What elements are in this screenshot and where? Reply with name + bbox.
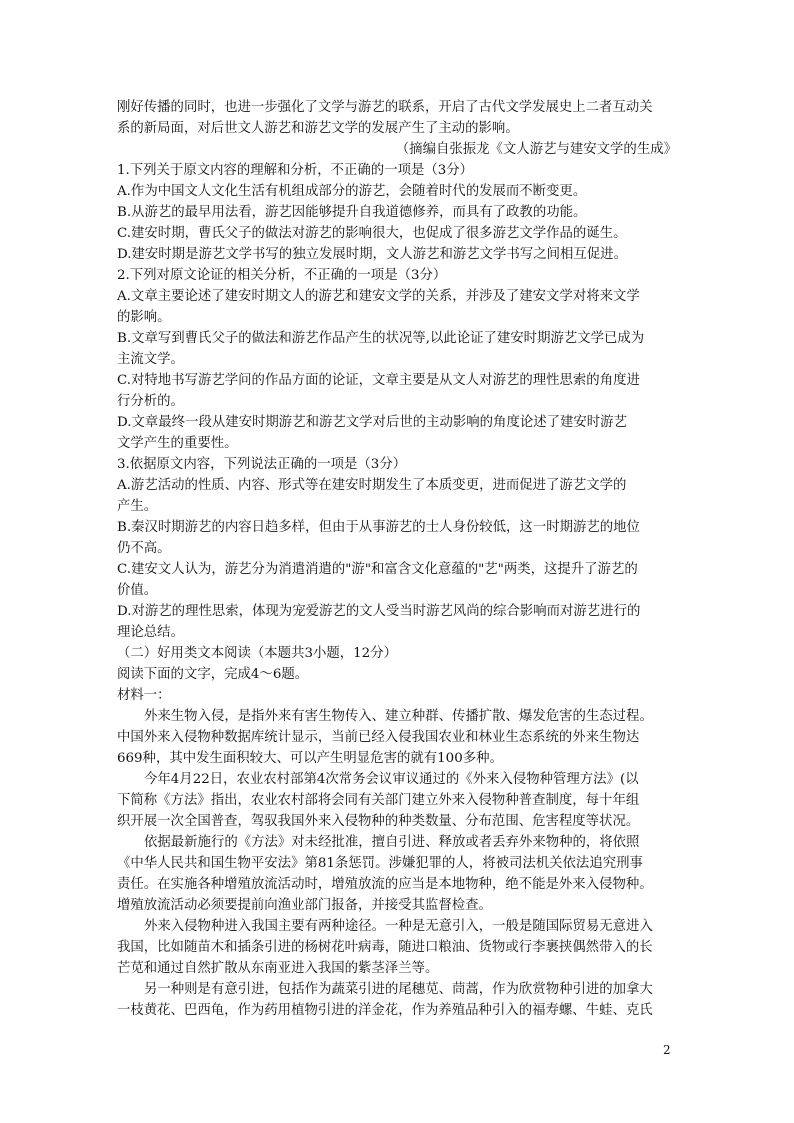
question-1-option-d: D.建安时期是游艺文学书写的独立发展时期，文人游艺和游艺文学书写之间相互促进。 xyxy=(117,247,627,262)
paragraph-line: 外来生物入侵，是指外来有害生物传入、建立种群、传播扩散、爆发危害的生态过程。 xyxy=(144,709,653,724)
paragraph-line: 另一种则是有意引进，包括作为蔬菜引进的尾穗苋、茼蒿，作为欣赏物种引进的加拿大 xyxy=(144,982,653,997)
paragraph-line: 下简称《方法》指出，农业农村部将会同有关部门建立外来入侵物种普查制度，每十年组 xyxy=(117,793,640,808)
intro-line: 刚好传播的同时，也进一步强化了文学与游艺的联系，开启了古代文学发展史上二者互动关 xyxy=(117,100,653,115)
section-instruction: 阅读下面的文字，完成4～6题。 xyxy=(117,667,309,682)
document-page xyxy=(117,97,677,1021)
paragraph-line: 责任。在实施各种增殖放流活动时，增殖放流的应当是本地物种，绝不能是外来入侵物种。 xyxy=(117,877,653,892)
question-2-option-a-cont: 的影响。 xyxy=(117,310,171,325)
question-2-option-a: A.文章主要论述了建安时期文人的游艺和建安文学的关系，并涉及了建安文学对将来文学 xyxy=(117,289,640,304)
material-label: 材料一： xyxy=(117,688,171,703)
question-3-option-a-cont: 产生。 xyxy=(117,499,158,514)
question-3-option-c: C.建安文人认为，游艺分为消遣消遣的"游"和富含文化意蕴的"艺"两类，这提升了游艺的 xyxy=(117,562,638,577)
paragraph-line: 今年4月22日，农业农村部第4次常务会议审议通过的《外来入侵物种管理方法》(以 xyxy=(144,772,639,787)
paragraph-line: 一枝黄花、巴西龟，作为药用植物引进的洋金花，作为养殖品种引入的福寿螺、牛蛙、克氏 xyxy=(117,1003,653,1018)
question-3-option-b: B.秦汉时期游艺的内容日趋多样，但由于从事游艺的士人身份较低，这一时期游艺的地位 xyxy=(117,520,640,535)
question-2-option-d-cont: 文学产生的重要性。 xyxy=(117,436,238,451)
question-1-option-b: B.从游艺的最早用法看，游艺因能够提升自我道德修养，而具有了政教的功能。 xyxy=(117,205,587,220)
paragraph-line: 芒苋和通过自然扩散从东南亚进入我国的紫茎泽兰等。 xyxy=(117,961,439,976)
question-3-option-d: D.对游艺的理性思索，体现为宠爱游艺的文人受当时游艺风尚的综合影响而对游艺进行的 xyxy=(117,604,641,619)
question-1-option-a: A.作为中国文人文化生活有机组成部分的游艺，会随着时代的发展而不断变更。 xyxy=(117,184,587,199)
paragraph-line: 增殖放流活动必须要提前向渔业部门报备，并接受其监督检查。 xyxy=(117,898,492,913)
source-citation: （摘编自张振龙《文人游艺与建安文学的生成》 xyxy=(395,142,677,157)
paragraph-line: 《中华人民共和国生物平安法》第81条惩罚。涉嫌犯罪的人，将被司法机关依法追究刑事 xyxy=(117,856,643,871)
question-3-option-b-cont: 仍不高。 xyxy=(117,541,171,556)
question-3-option-d-cont: 理论总结。 xyxy=(117,625,184,640)
paragraph-line: 织开展一次全国普查，驾驭我国外来入侵物种的种类数量、分布范围、危害程度等状况。 xyxy=(117,814,640,829)
paragraph-line: 中国外来入侵物种数据库统计显示，当前已经入侵我国农业和林业生态系统的外来生物达 xyxy=(117,730,640,745)
paragraph-line: 669种，其中发生面积较大、可以产生明显危害的就有100多种。 xyxy=(117,751,503,766)
question-2-option-b-cont: 主流文学。 xyxy=(117,352,184,367)
paragraph-line: 依据最新施行的《方法》对未经批准，擅自引进、释放或者丢弃外来物种的，将依照 xyxy=(144,835,640,850)
question-2-option-c: C.对特地书写游艺学问的作品方面的论证，文章主要是从文人对游艺的理性思索的角度进 xyxy=(117,373,640,388)
paragraph-line: 外来入侵物种进入我国主要有两种途径。一种是无意引入，一般是随国际贸易无意进入 xyxy=(144,919,653,934)
question-1-option-c: C.建安时期，曹氏父子的做法对游艺的影响很大，也促成了很多游艺文学作品的诞生。 xyxy=(117,226,627,241)
question-3-option-a: A.游艺活动的性质、内容、形式等在建安时期发生了本质变更，进而促进了游艺文学的 xyxy=(117,478,627,493)
question-2-stem: 2.下列对原文论证的相关分析，不正确的一项是（3分） xyxy=(117,268,447,283)
page-number: 2 xyxy=(663,1043,671,1057)
question-2-option-c-cont: 行分析的。 xyxy=(117,394,184,409)
question-2-option-d: D.文章最终一段从建安时期游艺和游艺文学对后世的主动影响的角度论述了建安时游艺 xyxy=(117,415,627,430)
question-3-option-c-cont: 价值。 xyxy=(117,583,158,598)
paragraph-line: 我国，比如随苗木和插条引进的杨树花叶病毒，随进口粮油、货物或行李裹挟偶然带入的长 xyxy=(117,940,653,955)
section-heading: （二）好用类文本阅读（本题共3小题，12分） xyxy=(117,646,397,661)
question-3-stem: 3.依据原文内容，下列说法正确的一项是（3分） xyxy=(117,457,407,472)
intro-line: 系的新局面，对后世文人游艺和游艺文学的发展产生了主动的影响。 xyxy=(117,121,519,136)
question-2-option-b: B.文章写到曹氏父子的做法和游艺作品产生的状况等,以此论证了建安时期游艺文学已成为 xyxy=(117,331,645,346)
question-1-stem: 1.下列关于原文内容的理解和分析，不正确的一项是（3分） xyxy=(117,163,474,178)
